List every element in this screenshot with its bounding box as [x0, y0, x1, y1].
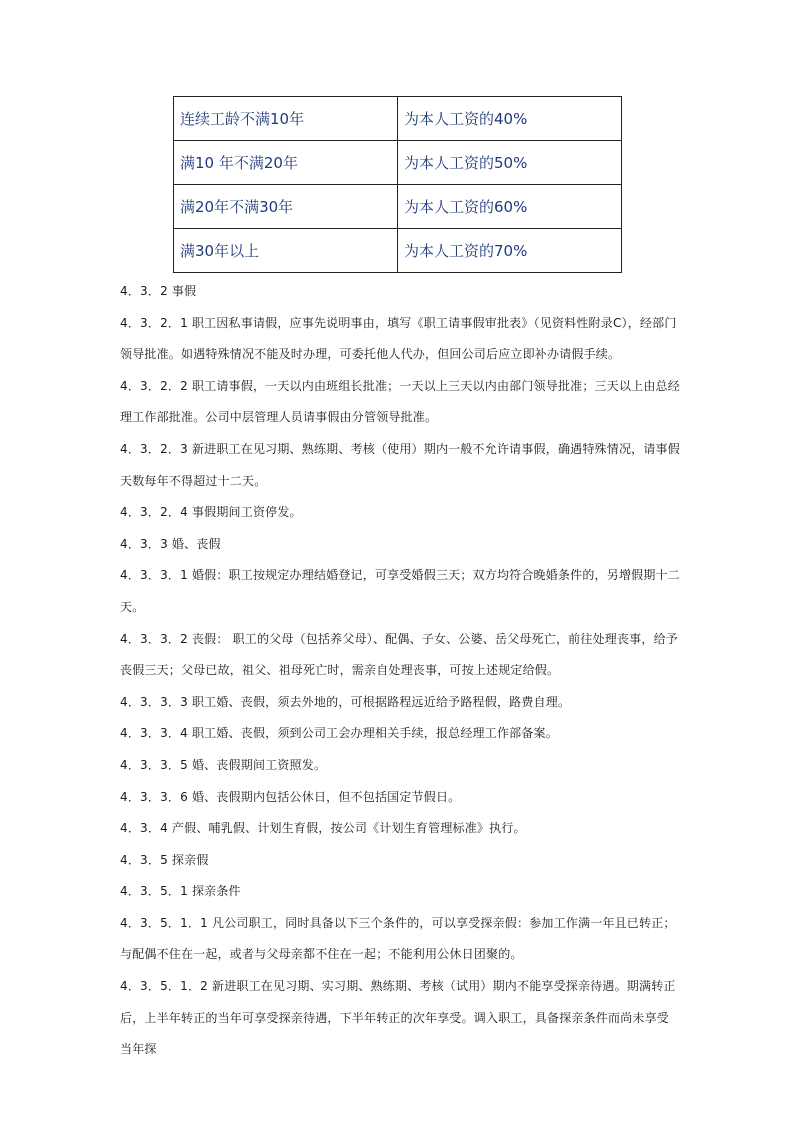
table-cell-seniority: 满20年不满30年 — [174, 185, 398, 229]
paragraph: 4．3．2．3 新进职工在见习期、熟练期、考核（使用）期内一般不允许请事假，确遇特殊情况，请事假天数每年不得超过十二天。 — [120, 441, 680, 488]
seniority-pay-table — [173, 96, 622, 273]
paragraph: 4．3．4 产假、哺乳假、计划生育假，按公司《计划生育管理标准》执行。 — [120, 821, 526, 836]
table-cell-pay-rate: 为本人工资的70% — [398, 229, 622, 273]
paragraph: 4．3．3．2 丧假： 职工的父母（包括养父母）、配偶、子女、公婆、岳父母死亡，前往处理丧事，给予丧假三天；父母已故，祖父、祖母死亡时，需亲自处理丧事，可按上述规定给假。 — [120, 631, 678, 678]
paragraph: 4．3．3．3 职工婚、丧假，须去外地的，可根据路程远近给予路程假，路费自理。 — [120, 694, 571, 709]
paragraph: 4．3．2．1 职工因私事请假，应事先说明事由，填写《职工请事假审批表》（见资料性附录C），经部门领导批准。如遇特殊情况不能及时办理，可委托他人代办，但回公司后应立即补办请假手续。 — [120, 315, 677, 362]
table-cell-seniority: 满10 年不满20年 — [174, 141, 398, 185]
subsection-heading-home-leave-conditions: 4．3．5．1 探亲条件 — [120, 884, 241, 899]
paragraph: 4．3．2．4 事假期间工资停发。 — [120, 505, 302, 520]
document-body — [120, 276, 680, 1066]
paragraph: 4．3．3．5 婚、丧假期间工资照发。 — [120, 757, 327, 772]
table-cell-pay-rate: 为本人工资的50% — [398, 141, 622, 185]
table-cell-pay-rate: 为本人工资的40% — [398, 97, 622, 141]
section-heading-personal-leave: 4．3．2 事假 — [120, 284, 197, 298]
table-cell-seniority: 连续工龄不满10年 — [174, 97, 398, 141]
section-heading-marriage-funeral-leave: 4．3．3 婚、丧假 — [120, 536, 221, 551]
table-row — [174, 97, 622, 141]
section-heading-home-leave: 4．3．5 探亲假 — [120, 852, 209, 867]
table-row — [174, 185, 622, 229]
paragraph: 4．3．5．1．2 新进职工在见习期、实习期、熟练期、考核（试用）期内不能享受探亲待遇。期满转正后，上半年转正的当年可享受探亲待遇，下半年转正的次年享受。调入职工，具备探亲条件而尚未享受当年探 — [120, 979, 676, 1057]
table-row — [174, 141, 622, 185]
table-cell-seniority: 满30年以上 — [174, 229, 398, 273]
paragraph: 4．3．3．1 婚假：职工按规定办理结婚登记，可享受婚假三天；双方均符合晚婚条件的，另增假期十二天。 — [120, 568, 680, 614]
paragraph: 4．3．5．1．1 凡公司职工，同时具备以下三个条件的，可以享受探亲假：参加工作满一年且已转正；与配偶不住在一起，或者与父母亲都不住在一起；不能利用公休日团聚的。 — [120, 915, 676, 962]
paragraph: 4．3．3．6 婚、丧假期内包括公休日，但不包括国定节假日。 — [120, 789, 461, 804]
table-row — [174, 229, 622, 273]
paragraph: 4．3．3．4 职工婚、丧假，须到公司工会办理相关手续，报总经理工作部备案。 — [120, 726, 558, 741]
paragraph: 4．3．2．2 职工请事假，一天以内由班组长批准；一天以上三天以内由部门领导批准；三天以上由总经理工作部批准。公司中层管理人员请事假由分管领导批准。 — [120, 378, 680, 425]
table-cell-pay-rate: 为本人工资的60% — [398, 185, 622, 229]
